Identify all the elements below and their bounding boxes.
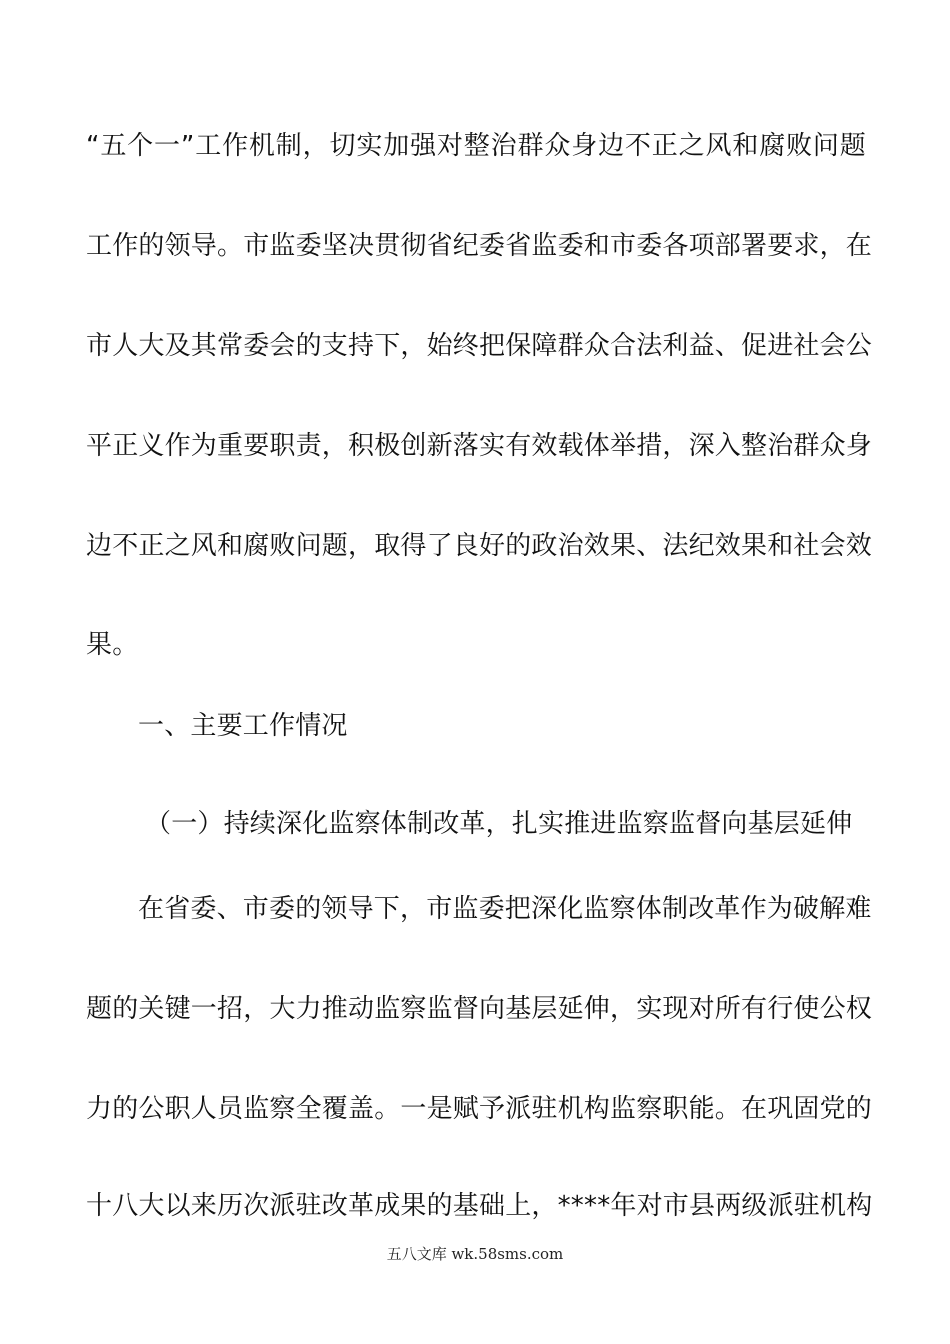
paragraph-line-9: 力的公职人员监察全覆盖。一是赋予派驻机构监察职能。在巩固党的 bbox=[86, 1094, 873, 1124]
paragraph-line-4: 平正义作为重要职责，积极创新落实有效载体举措，深入整治群众身 bbox=[86, 431, 873, 461]
paragraph-line-2: 工作的领导。市监委坚决贯彻省纪委省监委和市委各项部署要求，在 bbox=[86, 231, 873, 261]
paragraph-line-1: “五个一”工作机制，切实加强对整治群众身边不正之风和腐败问题 bbox=[86, 131, 866, 161]
paragraph-line-7: 在省委、市委的领导下，市监委把深化监察体制改革作为破解难 bbox=[138, 894, 872, 924]
footer-watermark: 五八文库 wk.58sms.com bbox=[386, 1245, 564, 1263]
paragraph-line-10: 十八大以来历次派驻改革成果的基础上，****年对市县两级派驻机构 bbox=[86, 1191, 873, 1221]
paragraph-line-8: 题的关键一招，大力推动监察监督向基层延伸，实现对所有行使公权 bbox=[86, 994, 873, 1024]
section-heading: 一、主要工作情况 bbox=[138, 711, 348, 741]
paragraph-line-6: 果。 bbox=[86, 630, 139, 660]
paragraph-line-5: 边不正之风和腐败问题，取得了良好的政治效果、法纪效果和社会效 bbox=[86, 531, 873, 561]
paragraph-line-3: 市人大及其常委会的支持下，始终把保障群众合法利益、促进社会公 bbox=[86, 331, 873, 361]
subsection-heading: （一）持续深化监察体制改革，扎实推进监察监督向基层延伸 bbox=[145, 809, 853, 839]
